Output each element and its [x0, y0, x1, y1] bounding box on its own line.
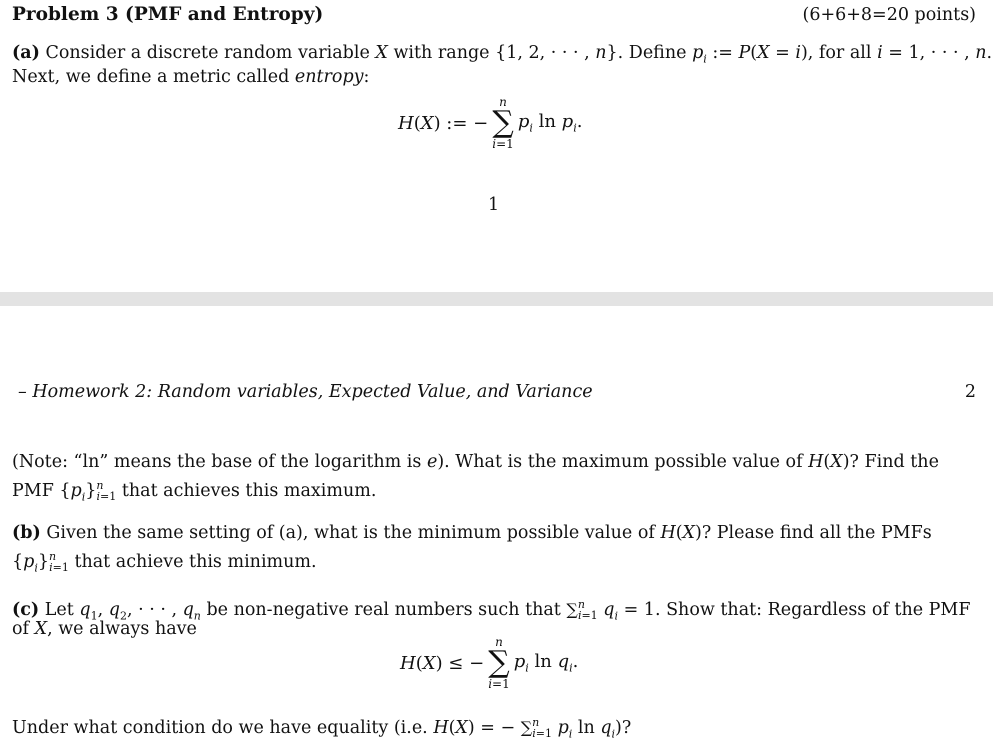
running-header: – Homework 2: Random variables, Expected Value, and Variance	[18, 382, 593, 402]
page-2	[0, 306, 993, 745]
page-number-2: 2	[964, 382, 976, 402]
page-gap	[0, 292, 993, 306]
page-number-1: 1	[488, 195, 500, 215]
note-line-2: PMF $\{p_i\}^n_{i=1}$ that achieves this maximum.	[12, 479, 377, 504]
entropy-term: entropy	[294, 67, 364, 87]
part-a-line-2: Next, we define a metric called entropy:	[12, 67, 370, 87]
points-label: (6+6+8=20 points)	[802, 5, 976, 25]
part-c-label: (c)	[12, 599, 40, 620]
problem-title: Problem 3 (PMF and Entropy)	[12, 4, 324, 25]
part-c-line-1: (c) Let $q_1$, $q_2$, · · · , $q_n$ be non-negative real numbers such that ∑$^n_{i=1}$ $q_i = 1$. Show that: Regardless of the PMF	[12, 598, 971, 623]
part-b-line-1: (b) Given the same setting of (a), what is the minimum possible value of H(X)? Please find all the PMFs	[12, 523, 932, 543]
part-a-line-1: (a) Consider a discrete random variable X with range {1, 2, · · · , n}. Define $p_i$ := P(X = i), for all i = 1, · · · , n.	[12, 43, 993, 66]
part-a-label: (a)	[12, 43, 40, 63]
entropy-definition-equation: H(X) := − n ∑ i=1 $p_i$ $\ln p_i$.	[398, 95, 583, 151]
page-1	[0, 0, 993, 292]
gibbs-inequality-equation: H(X) ≤ − n ∑ i=1 $p_i$ $\ln q_i$.	[400, 635, 579, 691]
final-question-line: Under what condition do we have equality (i.e. H(X) = − ∑$^n_{i=1}$ $p_i$ $\ln q_i$)?	[12, 716, 632, 741]
part-c-line-2: of X, we always have	[12, 619, 197, 639]
note-line-1: (Note: “ln” means the base of the logarithm is e). What is the maximum possible value of H(X)? Find the	[12, 452, 939, 472]
part-b-line-2: $\{p_i\}^n_{i=1}$ that achieve this minimum.	[12, 550, 317, 575]
part-b-label: (b)	[12, 523, 41, 543]
